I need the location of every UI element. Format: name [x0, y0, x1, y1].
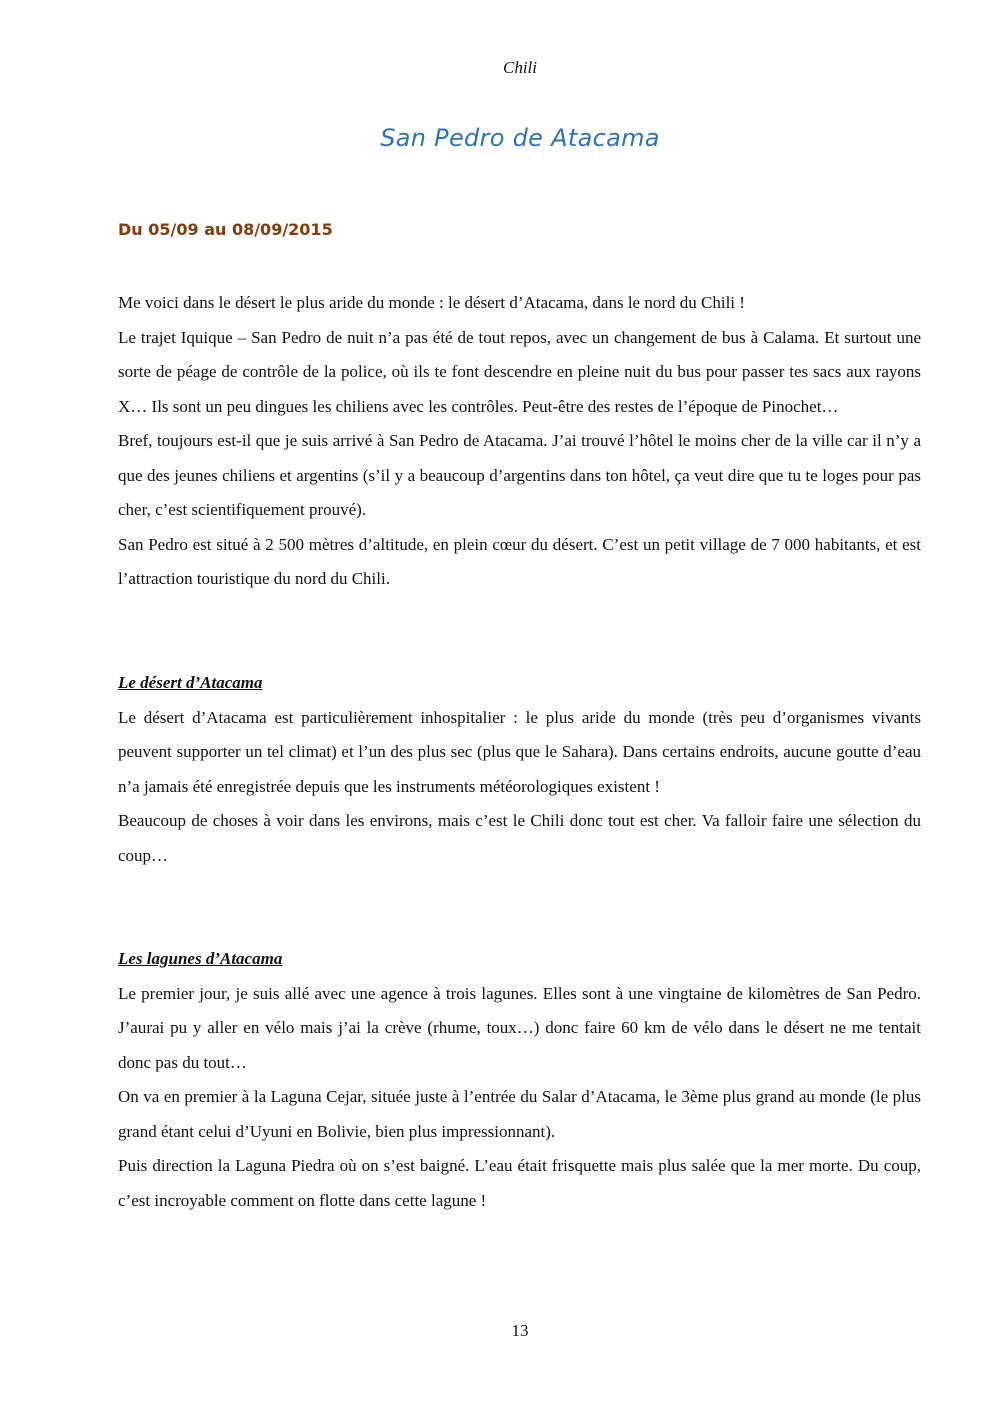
intro-paragraph: Le trajet Iquique – San Pedro de nuit n’a pas été de tout repos, avec un changement de bus à Calama. Et surtout une sorte de péage de contrôle de la police, où ils te font descendre en pleine nuit du bus pour passer tes sacs aux rayons X… Ils sont un peu dingues les chiliens avec les contrôles. Peut-être des restes de l’époque de Pinochet… — [118, 327, 921, 416]
date-range: Du 05/09 au 08/09/2015 — [118, 220, 333, 239]
running-header: Chili — [502, 58, 537, 77]
page-number: 13 — [511, 1321, 529, 1340]
section-paragraph: On va en premier à la Laguna Cejar, située juste à l’entrée du Salar d’Atacama, le 3ème plus grand au monde (le plus grand étant celui d’Uyuni en Bolivie, bien plus impressionnant). — [118, 1087, 921, 1141]
section-paragraph: Beaucoup de choses à voir dans les environs, mais c’est le Chili donc tout est cher. Va falloir faire une sélection du coup… — [118, 811, 921, 865]
lagoons-section — [118, 942, 921, 1218]
section-heading-desert: Le désert d’Atacama — [118, 673, 263, 692]
intro-section — [118, 286, 921, 597]
section-paragraph: Le premier jour, je suis allé avec une agence à trois lagunes. Elles sont à une vingtaine de kilomètres de San Pedro. J’aurai pu y aller en vélo mais j’ai la crève (rhume, toux…) donc faire 60 km de vélo dans le désert ne me tentait donc pas du tout… — [118, 983, 921, 1072]
intro-paragraph: Bref, toujours est-il que je suis arrivé à San Pedro de Atacama. J’ai trouvé l’hôtel le moins cher de la ville car il n’y a que des jeunes chiliens et argentins (s’il y a beaucoup d’argentins dans ton hôtel, ça veut dire que tu te loges pour pas cher, c’est scientifiquement prouvé). — [118, 431, 921, 519]
intro-paragraph: Me voici dans le désert le plus aride du monde : le désert d’Atacama, dans le nord du Chili ! — [118, 293, 745, 312]
intro-paragraph: San Pedro est situé à 2 500 mètres d’altitude, en plein cœur du désert. C’est un petit village de 7 000 habitants, et est l’attraction touristique du nord du Chili. — [118, 534, 921, 588]
page-title: San Pedro de Atacama — [380, 124, 660, 152]
desert-section — [118, 666, 921, 873]
section-heading-lagoons: Les lagunes d’Atacama — [118, 949, 283, 968]
section-paragraph: Puis direction la Laguna Piedra où on s’est baigné. L’eau était frisquette mais plus salée que la mer morte. Du coup, c’est incroyable comment on flotte dans cette lagune ! — [118, 1156, 921, 1210]
section-paragraph: Le désert d’Atacama est particulièrement inhospitalier : le plus aride du monde (très peu d’organismes vivants peuvent supporter un tel climat) et l’un des plus sec (plus que le Sahara). Dans certains endroits, aucune goutte d’eau n’a jamais été enregistrée depuis que les instruments météorologiques existent ! — [118, 707, 921, 796]
